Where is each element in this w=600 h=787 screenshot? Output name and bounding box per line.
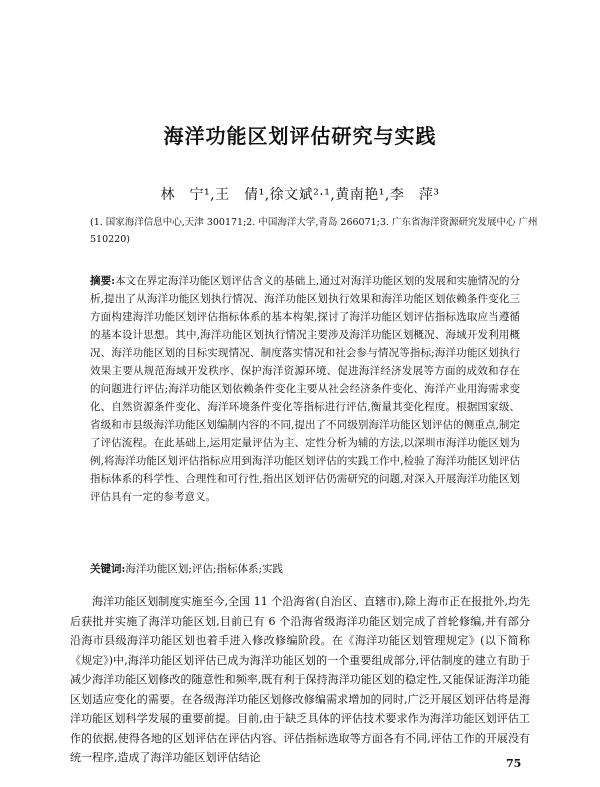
abstract [90, 272, 520, 506]
page-number: 75 [506, 757, 522, 770]
body-paragraph: 海洋功能区划制度实施至今,全国 11 个沿海省(自治区、直辖市),除上海市正在报批外,均先后获批并实施了海洋功能区划,目前已有 6 个沿海省级海洋功能区划完成了首轮修编,并有部分沿海市县级海洋功能区划也着手进入修改修编阶段。在《海洋功能区划管理规定》(以下简称《规定》)中,海洋功能区划评估已成为海洋功能区划的一个重要组成部分,评估制度的建立有助于减少海洋功能区划修改的随意性和频率,既有利于保持海洋功能区划的稳定性,又能保证海洋功能区划适应变化的需要。在各级海洋功能区划修改修编需求增加的同时,广泛开展区划评估将是海洋功能区划科学发展的重要前提。目前,由于缺乏具体的评估技术要求作为海洋功能区划评估工作的依据,使得各地的区划评估在评估内容、评估指标选取等方面各有不同,评估工作的开展没有统一程序,造成了海洋功能区划评估结论 [70, 595, 530, 764]
paper-title: 海洋功能区划评估研究与实践 [163, 124, 437, 148]
author-list: 林 宁¹,王 倩¹,徐文斌²·¹,黄南艳¹,李 萍³ [160, 187, 440, 203]
keywords-text: 海洋功能区划;评估;指标体系;实践 [125, 563, 284, 575]
abstract-text: 本文在界定海洋功能区划评估含义的基础上,通过对海洋功能区划的发展和实施情况的分析,提出了从海洋功能区划执行情况、海洋功能区划执行效果和海洋功能区划依赖条件变化三方面构建海洋功能区划评估指标体系的基本构架,探讨了海洋功能区划评估指标选取应当遵循的基本设计思想。其中,海洋功能区划执行情况主要涉及海洋功能区划概况、海域开发利用概况、海洋功能区划的目标实现情况、制度落实情况和社会参与情况等指标;海洋功能区划执行效果主要从规范海域开发秩序、保护海洋资源环境、促进海洋经济发展等方面的成效和存在的问题进行评估;海洋功能区划依赖条件变化主要从社会经济条件变化、海洋产业用海需求变化、自然资源条件变化、海洋环境条件变化等指标进行评估,衡量其变化程度。根据国家级、省级和市县级海洋功能区划编制内容的不同,提出了不同级别海洋功能区划评估的侧重点,制定了评估流程。在此基础上,运用定量评估为主、定性分析为辅的方法,以深圳市海洋功能区划为例,将海洋功能区划评估指标应用到海洋功能区划评估的实践工作中,检验了海洋功能区划评估指标体系的科学性、合理性和可行性,指出区划评估仍需研究的问题,对深入开展海洋功能区划评估具有一定的参考意义。 [90, 275, 520, 503]
keywords-label: 关键词: [90, 563, 126, 575]
affiliations: (1. 国家海洋信息中心,天津 300171;2. 中国海洋大学,青岛 266071;3. 广东省海洋资源研究发展中心 广州 510220) [90, 217, 538, 245]
abstract-label: 摘要: [90, 275, 116, 287]
keywords [90, 560, 520, 578]
